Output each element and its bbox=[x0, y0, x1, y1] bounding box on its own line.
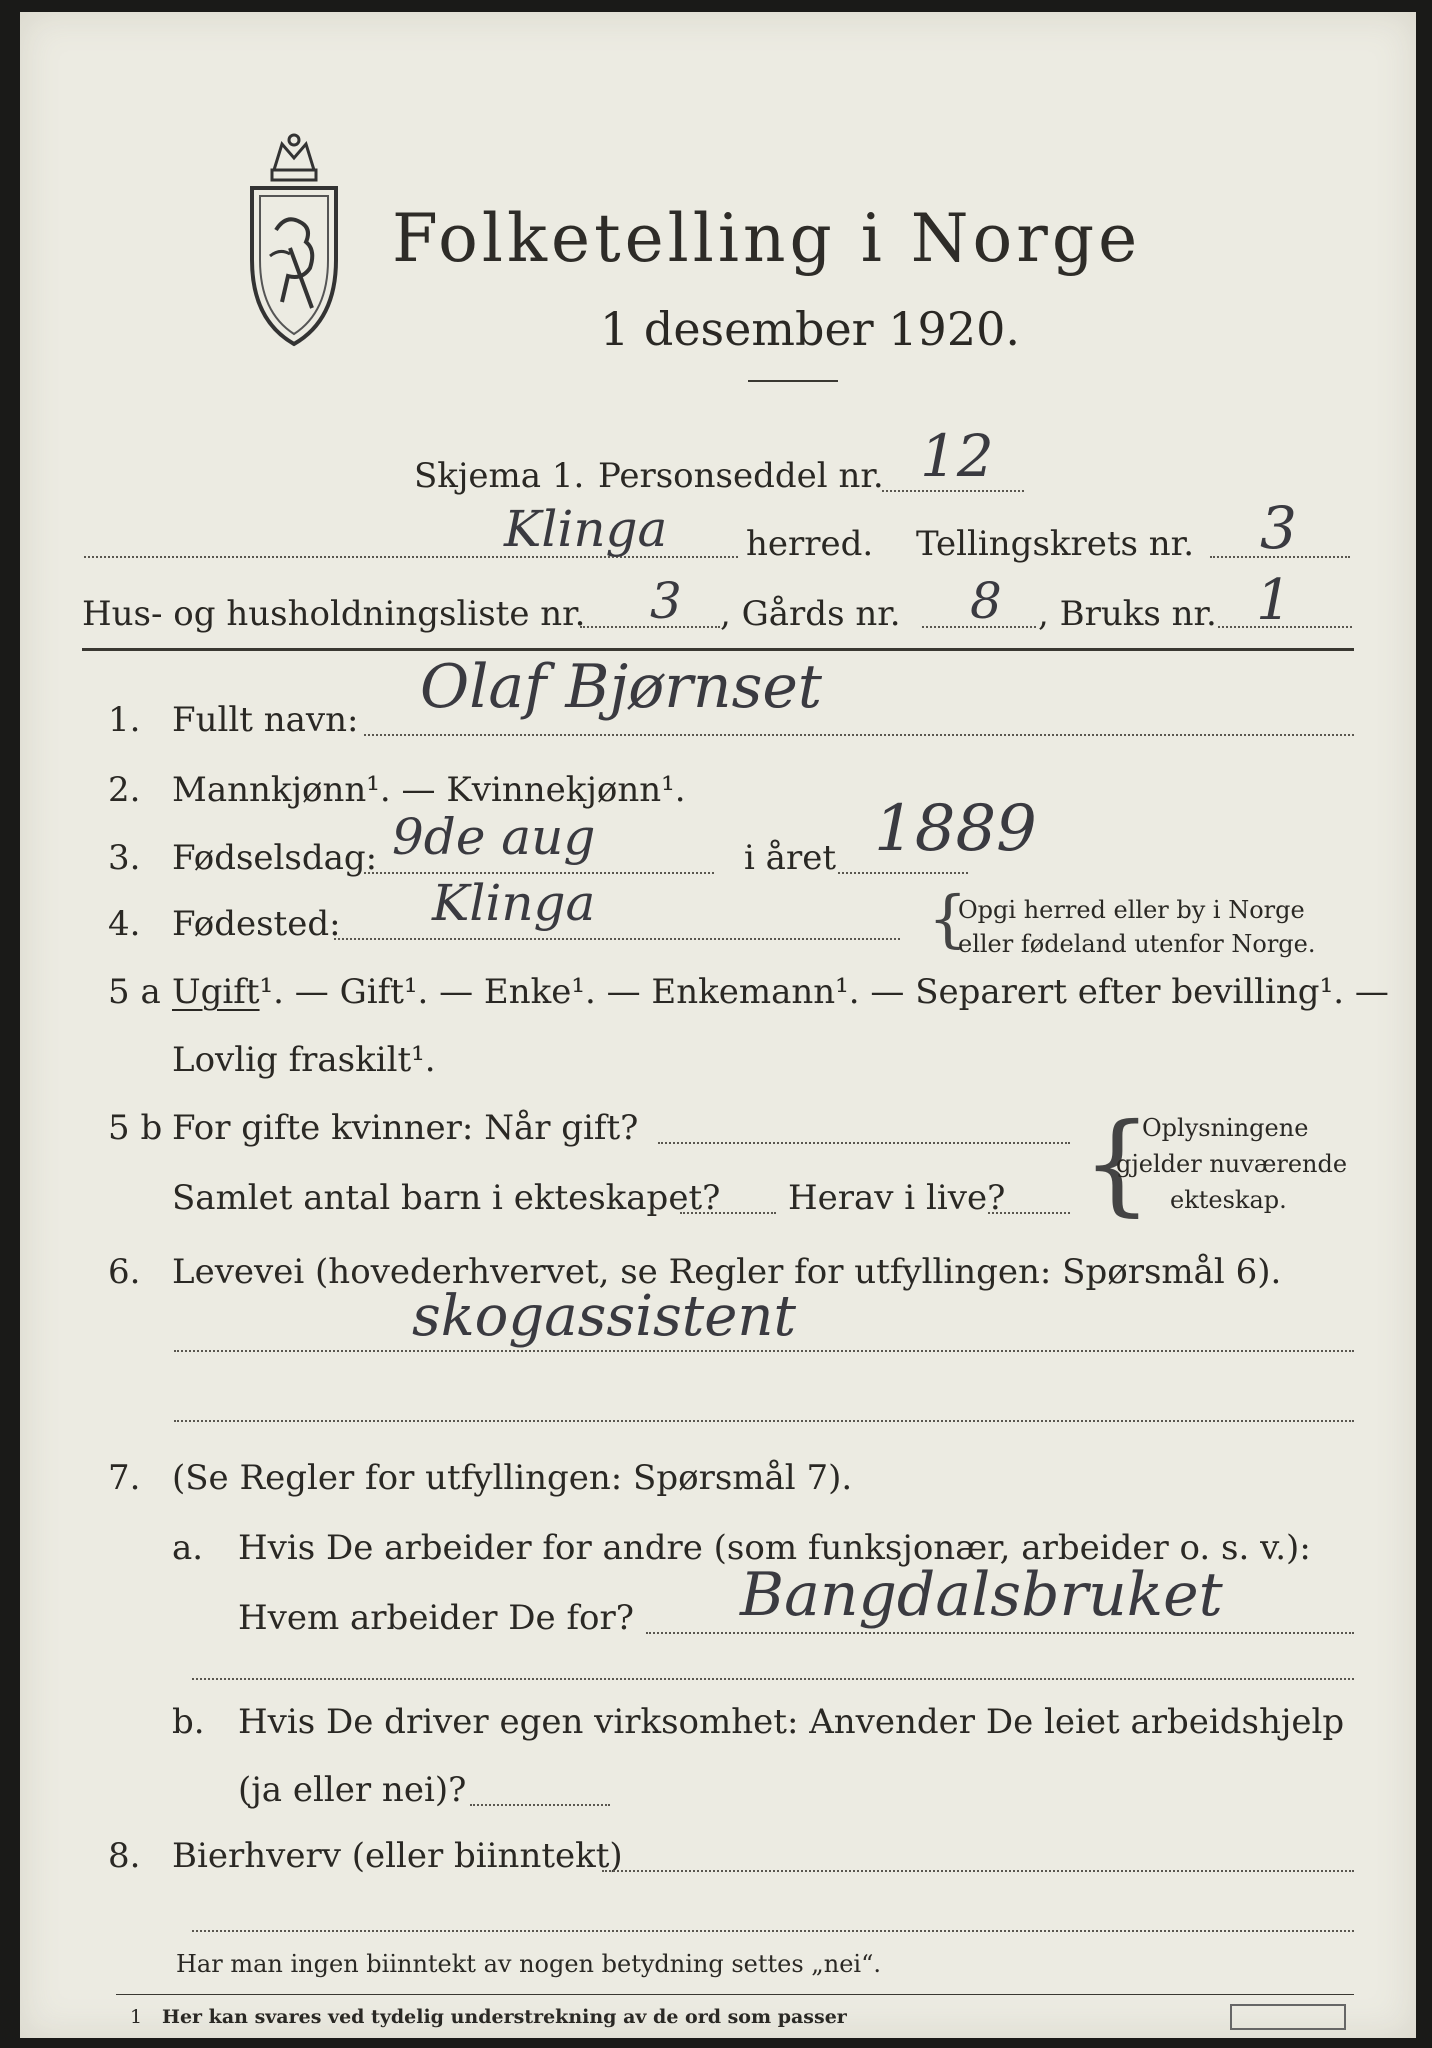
q4-number: 4. bbox=[108, 904, 141, 944]
q8-line1 bbox=[602, 1870, 1354, 1872]
header-divider bbox=[82, 648, 1354, 651]
q5a-line1 bbox=[172, 972, 1389, 1012]
q8-number: 8. bbox=[108, 1836, 141, 1876]
q3-year-line bbox=[838, 872, 968, 874]
q3-day-value[interactable]: 9de aug bbox=[392, 808, 596, 866]
footnote-text: Her kan svares ved tydelig understrekning av de ord som passer bbox=[162, 2006, 847, 2028]
q4-value[interactable]: Klinga bbox=[432, 874, 596, 932]
personseddel-line bbox=[882, 490, 1024, 492]
q7b-line2: (ja eller nei)? bbox=[238, 1770, 467, 1810]
q5b-line2a: Samlet antal barn i ekteskapet? bbox=[172, 1178, 721, 1218]
footer-divider bbox=[116, 1994, 1354, 1995]
q4-note-line2: eller fødeland utenfor Norge. bbox=[958, 930, 1316, 958]
q5b-line2b: Herav i live? bbox=[788, 1178, 1006, 1218]
title-divider bbox=[748, 380, 838, 382]
bruks-value[interactable]: 1 bbox=[1256, 568, 1292, 633]
q7a-line1: Hvis De arbeider for andre (som funksjonær, arbeider o. s. v.): bbox=[238, 1528, 1311, 1568]
q5a-line1-rest: ¹. — Gift¹. — Enke¹. — Enkemann¹. — Separert efter bevilling¹. — bbox=[259, 972, 1389, 1012]
coat-of-arms-icon bbox=[246, 130, 342, 350]
husliste-label: Hus- og husholdningsliste nr. bbox=[82, 594, 586, 634]
q5a-number: 5 a bbox=[108, 972, 161, 1012]
q5b-brace: { bbox=[1082, 1099, 1152, 1227]
q7b-line1: Hvis De driver egen virksomhet: Anvender De leiet arbeidshjelp bbox=[238, 1702, 1345, 1742]
q2-number: 2. bbox=[108, 770, 141, 810]
q4-label: Fødested: bbox=[172, 904, 341, 944]
q7a-line2: Hvem arbeider De for? bbox=[238, 1598, 634, 1638]
personseddel-value[interactable]: 12 bbox=[920, 422, 994, 490]
q8-line2 bbox=[192, 1930, 1354, 1932]
q1-value[interactable]: Olaf Bjørnset bbox=[420, 652, 822, 722]
census-form bbox=[20, 12, 1416, 2038]
q5b-number: 5 b bbox=[108, 1108, 163, 1148]
q7b-number: b. bbox=[172, 1702, 205, 1742]
q5b-children-line bbox=[680, 1212, 776, 1214]
q6-line2 bbox=[174, 1420, 1354, 1422]
q7-number: 7. bbox=[108, 1458, 141, 1498]
herred-label: herred. bbox=[746, 524, 874, 564]
q6-number: 6. bbox=[108, 1252, 141, 1292]
q7a-value[interactable]: Bangdalsbruket bbox=[740, 1560, 1223, 1630]
q2-label: Mannkjønn¹. — Kvinnekjønn¹. bbox=[172, 770, 686, 810]
q3-number: 3. bbox=[108, 838, 141, 878]
q4-brace: { bbox=[928, 882, 968, 955]
skjema-label: Skjema 1. bbox=[414, 456, 585, 496]
tellingskrets-label: Tellingskrets nr. bbox=[916, 524, 1195, 564]
printer-stamp bbox=[1230, 2004, 1346, 2030]
q3-year-label: i året bbox=[744, 838, 836, 878]
q5b-note-line2: gjelder nuværende bbox=[1116, 1150, 1348, 1178]
q7b-line bbox=[470, 1804, 610, 1806]
q5b-note-line1: Oplysningene bbox=[1142, 1114, 1309, 1142]
q5a-ugift-selected[interactable]: Ugift bbox=[172, 972, 260, 1012]
q3-year-value[interactable]: 1889 bbox=[874, 792, 1037, 866]
q4-note-line1: Opgi herred eller by i Norge bbox=[958, 896, 1305, 924]
gards-value[interactable]: 8 bbox=[970, 572, 1002, 630]
herred-value[interactable]: Klinga bbox=[504, 500, 668, 558]
q5a-line2: Lovlig fraskilt¹. bbox=[172, 1040, 436, 1080]
gards-label: , Gårds nr. bbox=[720, 594, 901, 634]
bruks-label: , Bruks nr. bbox=[1038, 594, 1217, 634]
q7a-line2-blank bbox=[192, 1678, 1354, 1680]
q6-line1 bbox=[174, 1350, 1354, 1352]
q7a-line bbox=[646, 1632, 1354, 1634]
footer-note: Har man ingen biinntekt av nogen betydning settes „nei“. bbox=[176, 1950, 881, 1978]
husliste-value[interactable]: 3 bbox=[650, 572, 682, 630]
form-date: 1 desember 1920. bbox=[600, 302, 1020, 356]
q5b-line1: For gifte kvinner: Når gift? bbox=[172, 1108, 639, 1148]
footnote-number: 1 bbox=[130, 2006, 143, 2028]
q1-number: 1. bbox=[108, 700, 141, 740]
q6-label: Levevei (hovederhvervet, se Regler for utfyllingen: Spørsmål 6). bbox=[172, 1252, 1282, 1292]
q3-label: Fødselsdag: bbox=[172, 838, 378, 878]
tellingskrets-value[interactable]: 3 bbox=[1260, 494, 1297, 562]
q7a-number: a. bbox=[172, 1528, 204, 1568]
q8-label: Bierhverv (eller biinntekt) bbox=[172, 1836, 623, 1876]
q5b-married-line bbox=[658, 1142, 1070, 1144]
q6-value[interactable]: skogassistent bbox=[412, 1284, 796, 1349]
q4-line bbox=[334, 938, 900, 940]
q1-line bbox=[364, 734, 1354, 736]
personseddel-label: Personseddel nr. bbox=[598, 456, 884, 496]
q5b-note-line3: ekteskap. bbox=[1170, 1186, 1287, 1214]
form-title: Folketelling i Norge bbox=[392, 200, 1142, 277]
q7-label: (Se Regler for utfyllingen: Spørsmål 7). bbox=[172, 1458, 853, 1498]
q5b-alive-line bbox=[988, 1212, 1070, 1214]
q1-label: Fullt navn: bbox=[172, 700, 359, 740]
